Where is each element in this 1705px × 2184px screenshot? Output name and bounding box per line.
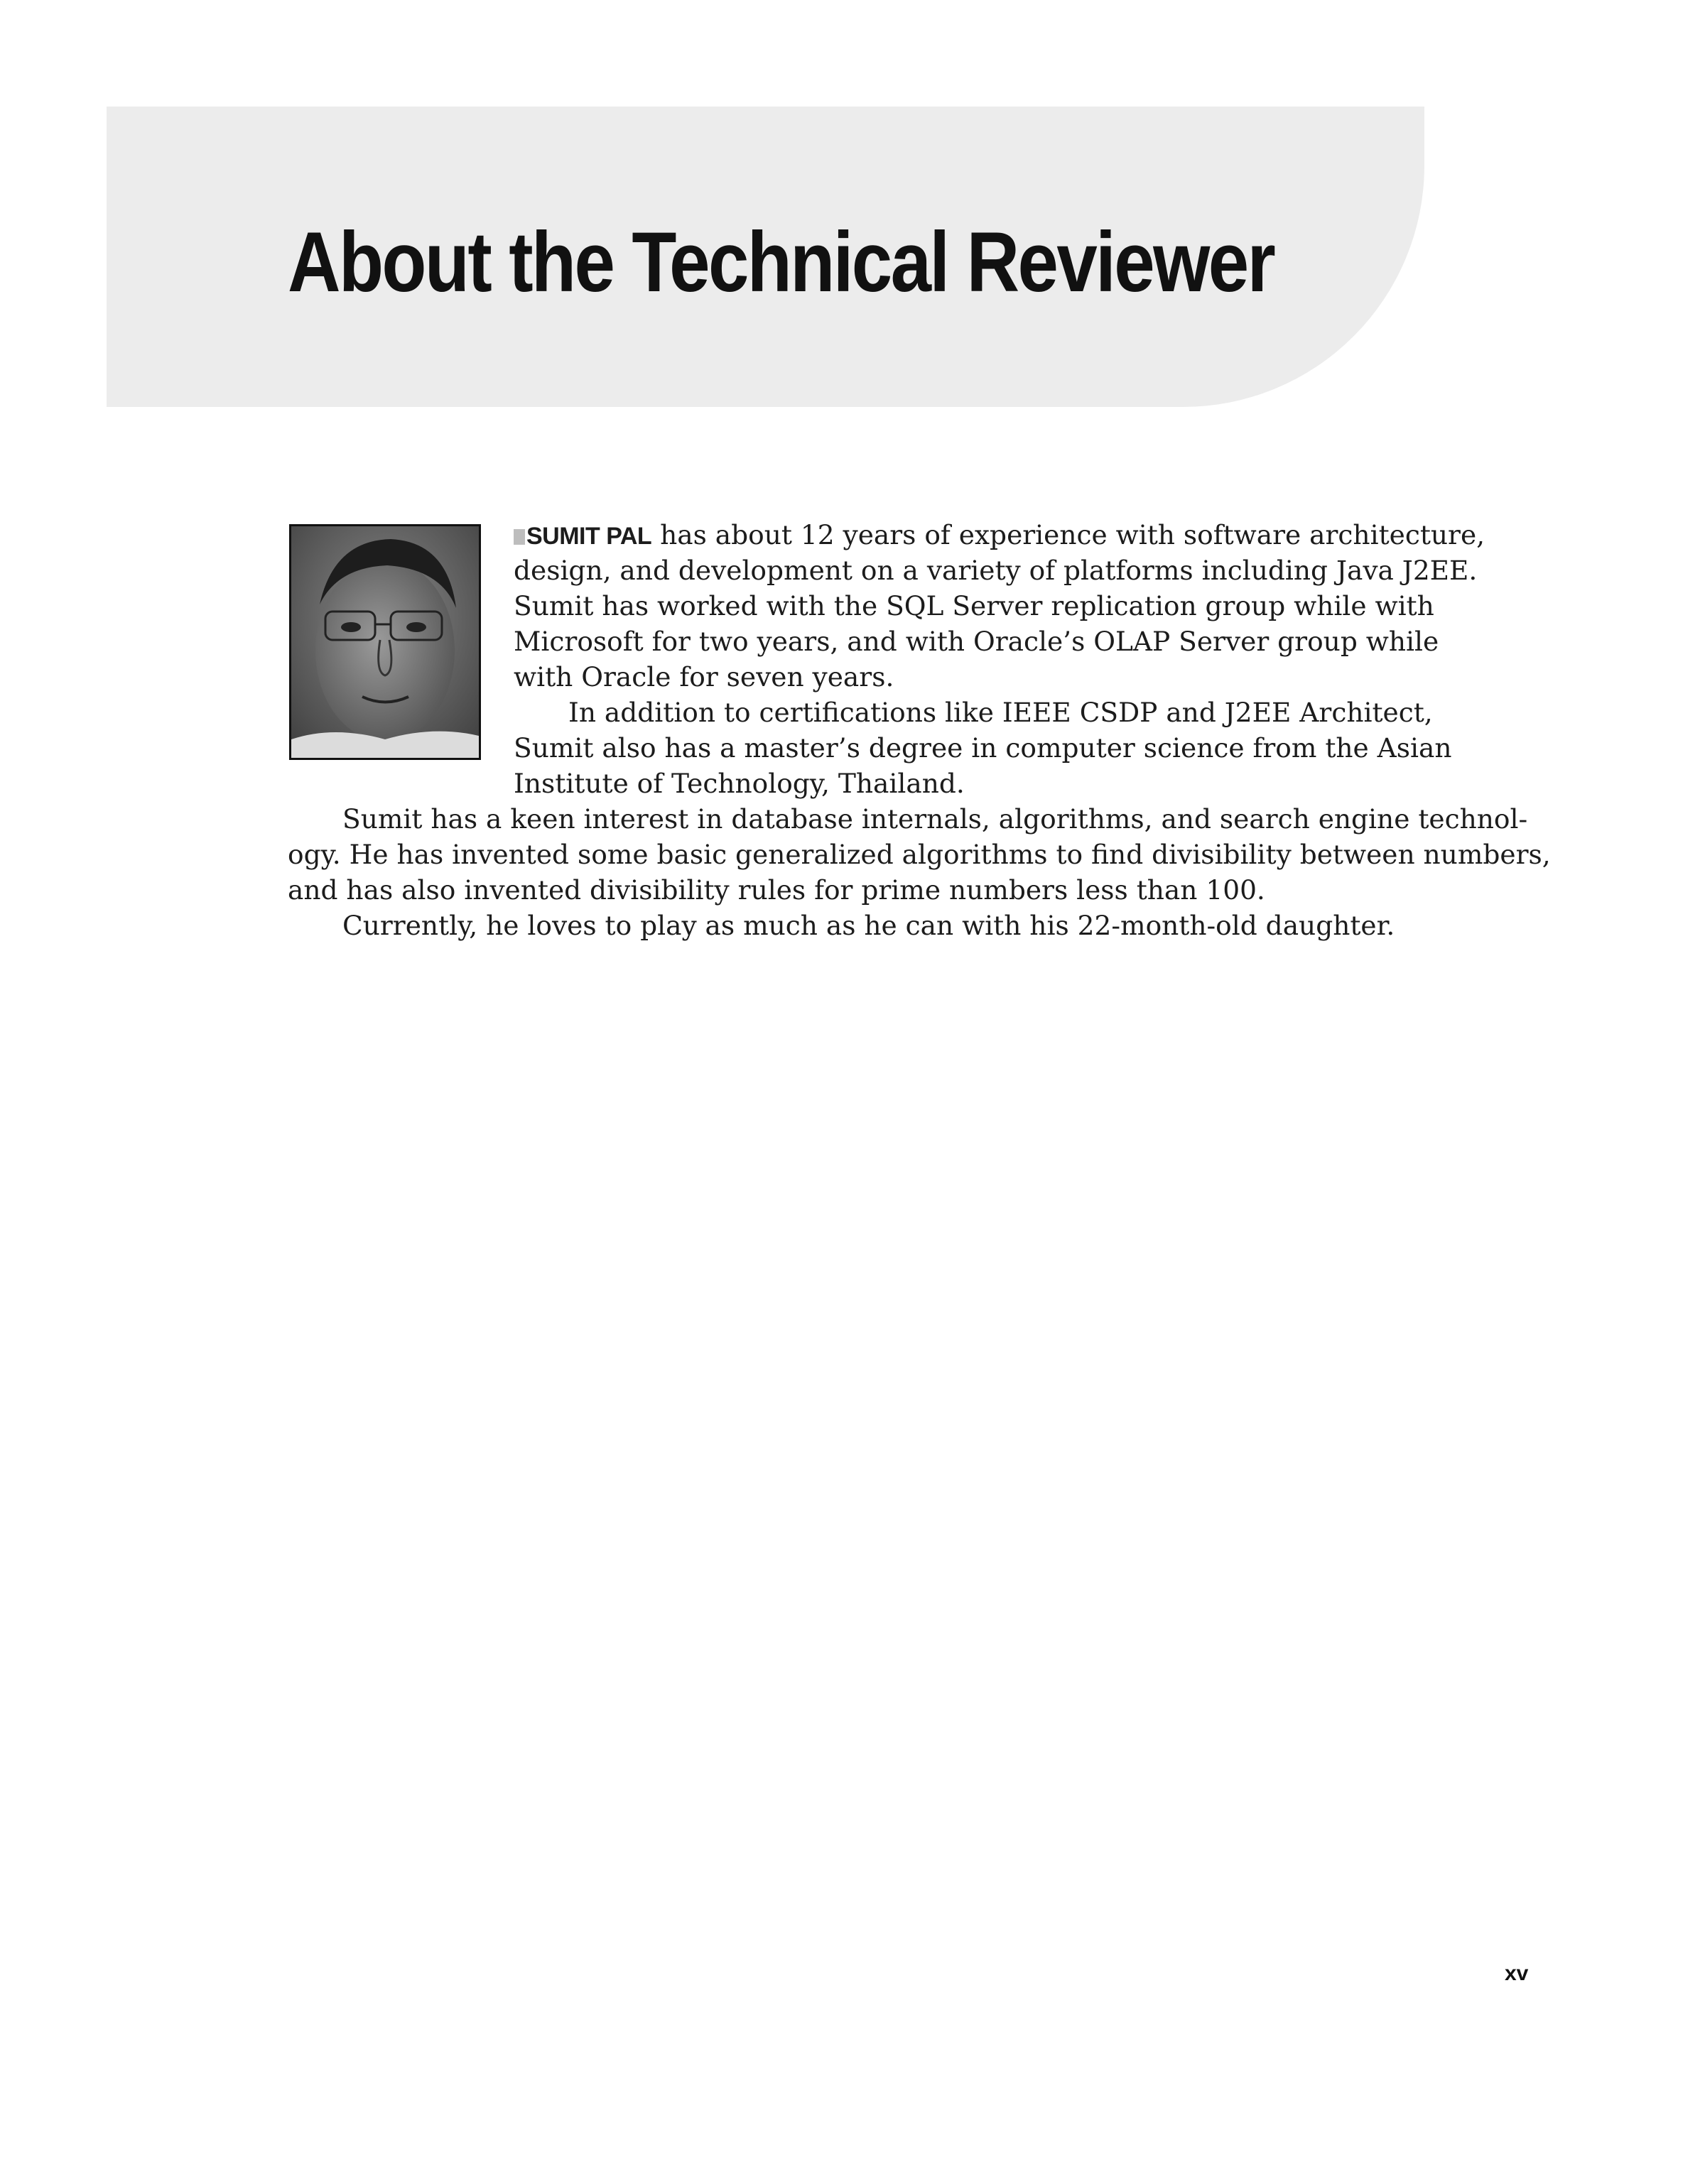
bio-intro [514, 517, 1485, 801]
bio-intro-line: Sumit also has a master’s degree in computer science from the Asian [514, 732, 1452, 764]
page-number: xv [1505, 1962, 1529, 1985]
bio-intro-line: Microsoft for two years, and with Oracle’s OLAP Server group while [514, 626, 1439, 657]
bio-intro-line: Institute of Technology, Thailand. [514, 768, 965, 799]
bio-intro-line: with Oracle for seven years. [514, 661, 894, 692]
portrait-image [291, 526, 479, 758]
bio-body-line: and has also invented divisibility rules for prime numbers less than 100. [288, 874, 1265, 906]
bio-body-line: Sumit has a keen interest in database internals, algorithms, and search engine technol- [342, 803, 1528, 835]
bio-body [288, 801, 1551, 943]
bio-intro-line: design, and development on a variety of platforms including Java J2EE. [514, 555, 1478, 586]
name-marker-icon [514, 529, 525, 545]
bio-body-line: Currently, he loves to play as much as he can with his 22-month-old daughter. [342, 910, 1395, 941]
bio-body-line: ogy. He has invented some basic generalized algorithms to find divisibility between numbers, [288, 839, 1551, 870]
bio-intro-line: In addition to certifications like IEEE CSDP and J2EE Architect, [568, 697, 1433, 728]
bio-intro-line: SUMIT PAL has about 12 years of experience with software architecture, [514, 517, 1485, 553]
bio-intro-line: Sumit has worked with the SQL Server replication group while with [514, 590, 1434, 621]
reviewer-photo [289, 524, 481, 760]
chapter-title: About the Technical Reviewer [288, 214, 1274, 310]
reviewer-name: SUMIT PAL [526, 523, 652, 550]
